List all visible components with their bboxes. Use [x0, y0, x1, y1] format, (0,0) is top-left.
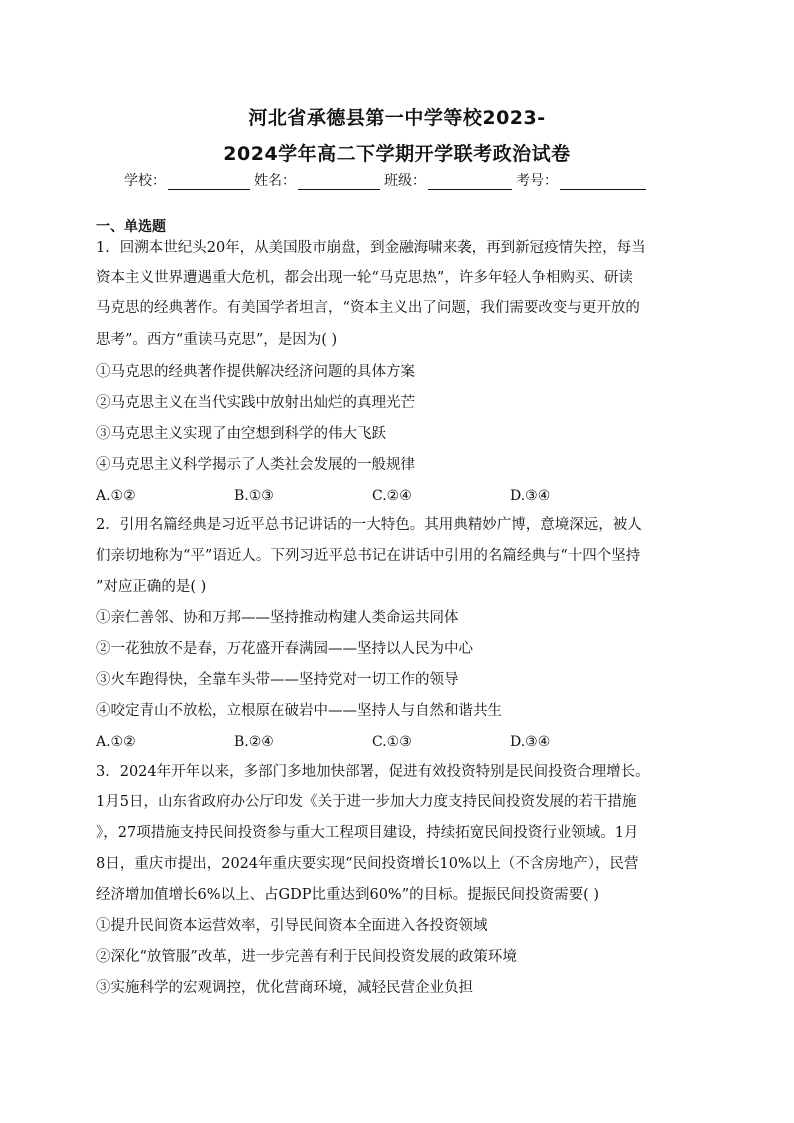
question-stem-line: 8日，重庆市提出，2024年重庆要实现“民间投资增长10%以上（不含房地产），民营: [96, 856, 639, 872]
question-stem-line: 1．回溯本世纪头20年，从美国股市崩盘，到金融海啸来袭，再到新冠疫情失控，每当: [96, 240, 646, 256]
exam-number-blank: [560, 175, 646, 190]
exam-number-label: 考号：: [516, 173, 558, 189]
question-stem-line: 2．引用名篇经典是习近平总书记讲话的一大特色。其用典精妙广博，意境深远，被人: [96, 517, 642, 533]
question-stem-line: 们亲切地称为“平”语近人。下列习近平总书记在讲话中引用的名篇经典与“十四个坚持: [96, 548, 641, 564]
question-item: ②一花独放不是春，万花盛开春满园——坚持以人民为中心: [96, 641, 473, 657]
exam-title-line-2: 2024学年高二下学期开学联考政治试卷: [223, 143, 571, 165]
question-stem-line: 经济增加值增长6%以上、占GDP比重达到60%”的目标。提振民间投资需要( ): [96, 887, 600, 903]
school-blank: [168, 175, 250, 190]
option-a: A.①②: [96, 734, 136, 750]
question-item: ①提升民间资本运营效率，引导民间资本全面进入各投资领域: [96, 918, 488, 934]
question-item: ④咬定青山不放松，立根原在破岩中——坚持人与自然和谐共生: [96, 703, 502, 719]
question-item: ③马克思主义实现了由空想到科学的伟大飞跃: [96, 426, 386, 442]
question-item: ④马克思主义科学揭示了人类社会发展的一般规律: [96, 457, 415, 473]
option-b: B.①③: [234, 488, 274, 504]
question-stem-line: 思考”。西方“重读马克思”，是因为( ): [96, 332, 338, 348]
exam-title-line-1: 河北省承德县第一中学等校2023-: [248, 107, 546, 129]
question-item: ②马克思主义在当代实践中放射出灿烂的真理光芒: [96, 395, 415, 411]
section-title: 一、单选题: [96, 219, 166, 235]
question-item: ①亲仁善邻、协和万邦——坚持推动构建人类命运共同体: [96, 610, 459, 626]
option-d: D.③④: [510, 734, 551, 750]
class-blank: [428, 175, 512, 190]
option-a: A.①②: [96, 488, 136, 504]
option-b: B.②④: [234, 734, 274, 750]
option-d: D.③④: [510, 488, 551, 504]
question-item: ②深化“放管服”改革，进一步完善有利于民间投资发展的政策环境: [96, 949, 517, 965]
question-stem-line: 》，27项措施支持民间投资参与重大工程项目建设，持续拓宽民间投资行业领域。1月: [96, 825, 639, 841]
question-item: ③实施科学的宏观调控，优化营商环境，减轻民营企业负担: [96, 980, 473, 996]
option-c: C.①③: [372, 734, 412, 750]
name-label: 姓名：: [254, 173, 296, 189]
class-label: 班级：: [384, 173, 426, 189]
student-info-row: [124, 170, 650, 190]
question-item: ①马克思的经典著作提供解决经济问题的具体方案: [96, 364, 415, 380]
question-stem-line: 马克思的经典著作。有美国学者坦言，“资本主义出了问题，我们需要改变与更开放的: [96, 300, 640, 316]
question-stem-line: 1月5日，山东省政府办公厅印发《关于进一步加大力度支持民间投资发展的若干措施: [96, 794, 637, 810]
question-item: ③火车跑得快，全靠车头带——坚持党对一切工作的领导: [96, 672, 459, 688]
option-c: C.②④: [372, 488, 412, 504]
name-blank: [298, 175, 380, 190]
school-label: 学校：: [124, 173, 166, 189]
question-stem-line: ”对应正确的是( ): [96, 579, 207, 595]
question-stem-line: 3．2024年开年以来，多部门多地加快部署，促进有效投资特别是民间投资合理增长。: [96, 764, 650, 780]
question-stem-line: 资本主义世界遭遇重大危机，都会出现一轮“马克思热”，许多年轻人争相购买、研读: [96, 270, 633, 286]
